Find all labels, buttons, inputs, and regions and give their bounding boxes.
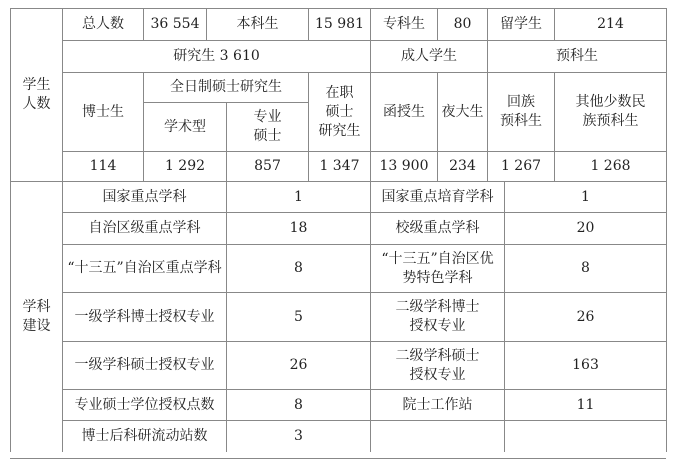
hui-prep-label: 回族 预科生	[488, 73, 555, 152]
evening-value: 234	[438, 152, 488, 182]
discipline-right-value: 163	[505, 342, 667, 390]
discipline-right-value: 8	[505, 245, 667, 293]
professional-value: 857	[227, 152, 309, 182]
discipline-right-label: 国家重点培育学科	[371, 182, 505, 213]
discipline-right-label: 二级学科硕士 授权专业	[371, 342, 505, 390]
junior-label: 专科生	[371, 9, 438, 41]
university-statistics-table	[10, 8, 667, 452]
discipline-left-label: 博士后科研流动站数	[63, 421, 227, 452]
inservice-label: 在职 硕士 研究生	[309, 73, 371, 152]
inservice-value: 1 347	[309, 152, 371, 182]
adult-header: 成人学生	[371, 41, 488, 73]
discipline-right-label: 校级重点学科	[371, 213, 505, 245]
discipline-right-label: “十三五”自治区优 势特色学科	[371, 245, 505, 293]
correspondence-value: 13 900	[371, 152, 438, 182]
discipline-right-value: 20	[505, 213, 667, 245]
discipline-left-value: 3	[227, 421, 371, 452]
discipline-left-value: 1	[227, 182, 371, 213]
disciplines-section-label: 学科 建设	[11, 182, 63, 452]
discipline-left-label: 专业硕士学位授权点数	[63, 390, 227, 421]
discipline-right-value: 1	[505, 182, 667, 213]
discipline-left-label: “十三五”自治区重点学科	[63, 245, 227, 293]
academic-label: 学术型	[144, 103, 227, 152]
undergrad-label: 本科生	[207, 9, 309, 41]
discipline-left-label: 一级学科博士授权专业	[63, 293, 227, 342]
discipline-left-label: 国家重点学科	[63, 182, 227, 213]
undergrad-value: 15 981	[309, 9, 371, 41]
discipline-left-value: 8	[227, 390, 371, 421]
phd-label: 博士生	[63, 73, 144, 152]
other-minority-prep-label: 其他少数民 族预科生	[555, 73, 667, 152]
discipline-left-value: 5	[227, 293, 371, 342]
total-label: 总人数	[63, 9, 144, 41]
correspondence-label: 函授生	[371, 73, 438, 152]
discipline-left-label: 一级学科硕士授权专业	[63, 342, 227, 390]
discipline-left-label: 自治区级重点学科	[63, 213, 227, 245]
discipline-left-value: 26	[227, 342, 371, 390]
discipline-left-value: 8	[227, 245, 371, 293]
grad-header: 研究生 3 610	[63, 41, 371, 73]
hui-prep-value: 1 267	[488, 152, 555, 182]
students-section-label: 学生 人数	[11, 9, 63, 182]
prep-header: 预科生	[488, 41, 667, 73]
intl-value: 214	[555, 9, 667, 41]
intl-label: 留学生	[488, 9, 555, 41]
discipline-right-value	[505, 421, 667, 452]
discipline-right-label: 院士工作站	[371, 390, 505, 421]
discipline-right-value: 11	[505, 390, 667, 421]
table-bottom-rule	[10, 458, 666, 459]
discipline-right-label: 二级学科博士 授权专业	[371, 293, 505, 342]
discipline-right-label	[371, 421, 505, 452]
phd-value: 114	[63, 152, 144, 182]
junior-value: 80	[438, 9, 488, 41]
professional-label: 专业 硕士	[227, 103, 309, 152]
discipline-right-value: 26	[505, 293, 667, 342]
academic-value: 1 292	[144, 152, 227, 182]
fulltime-master-header: 全日制硕士研究生	[144, 73, 309, 103]
evening-label: 夜大生	[438, 73, 488, 152]
other-minority-prep-value: 1 268	[555, 152, 667, 182]
total-value: 36 554	[144, 9, 207, 41]
discipline-left-value: 18	[227, 213, 371, 245]
